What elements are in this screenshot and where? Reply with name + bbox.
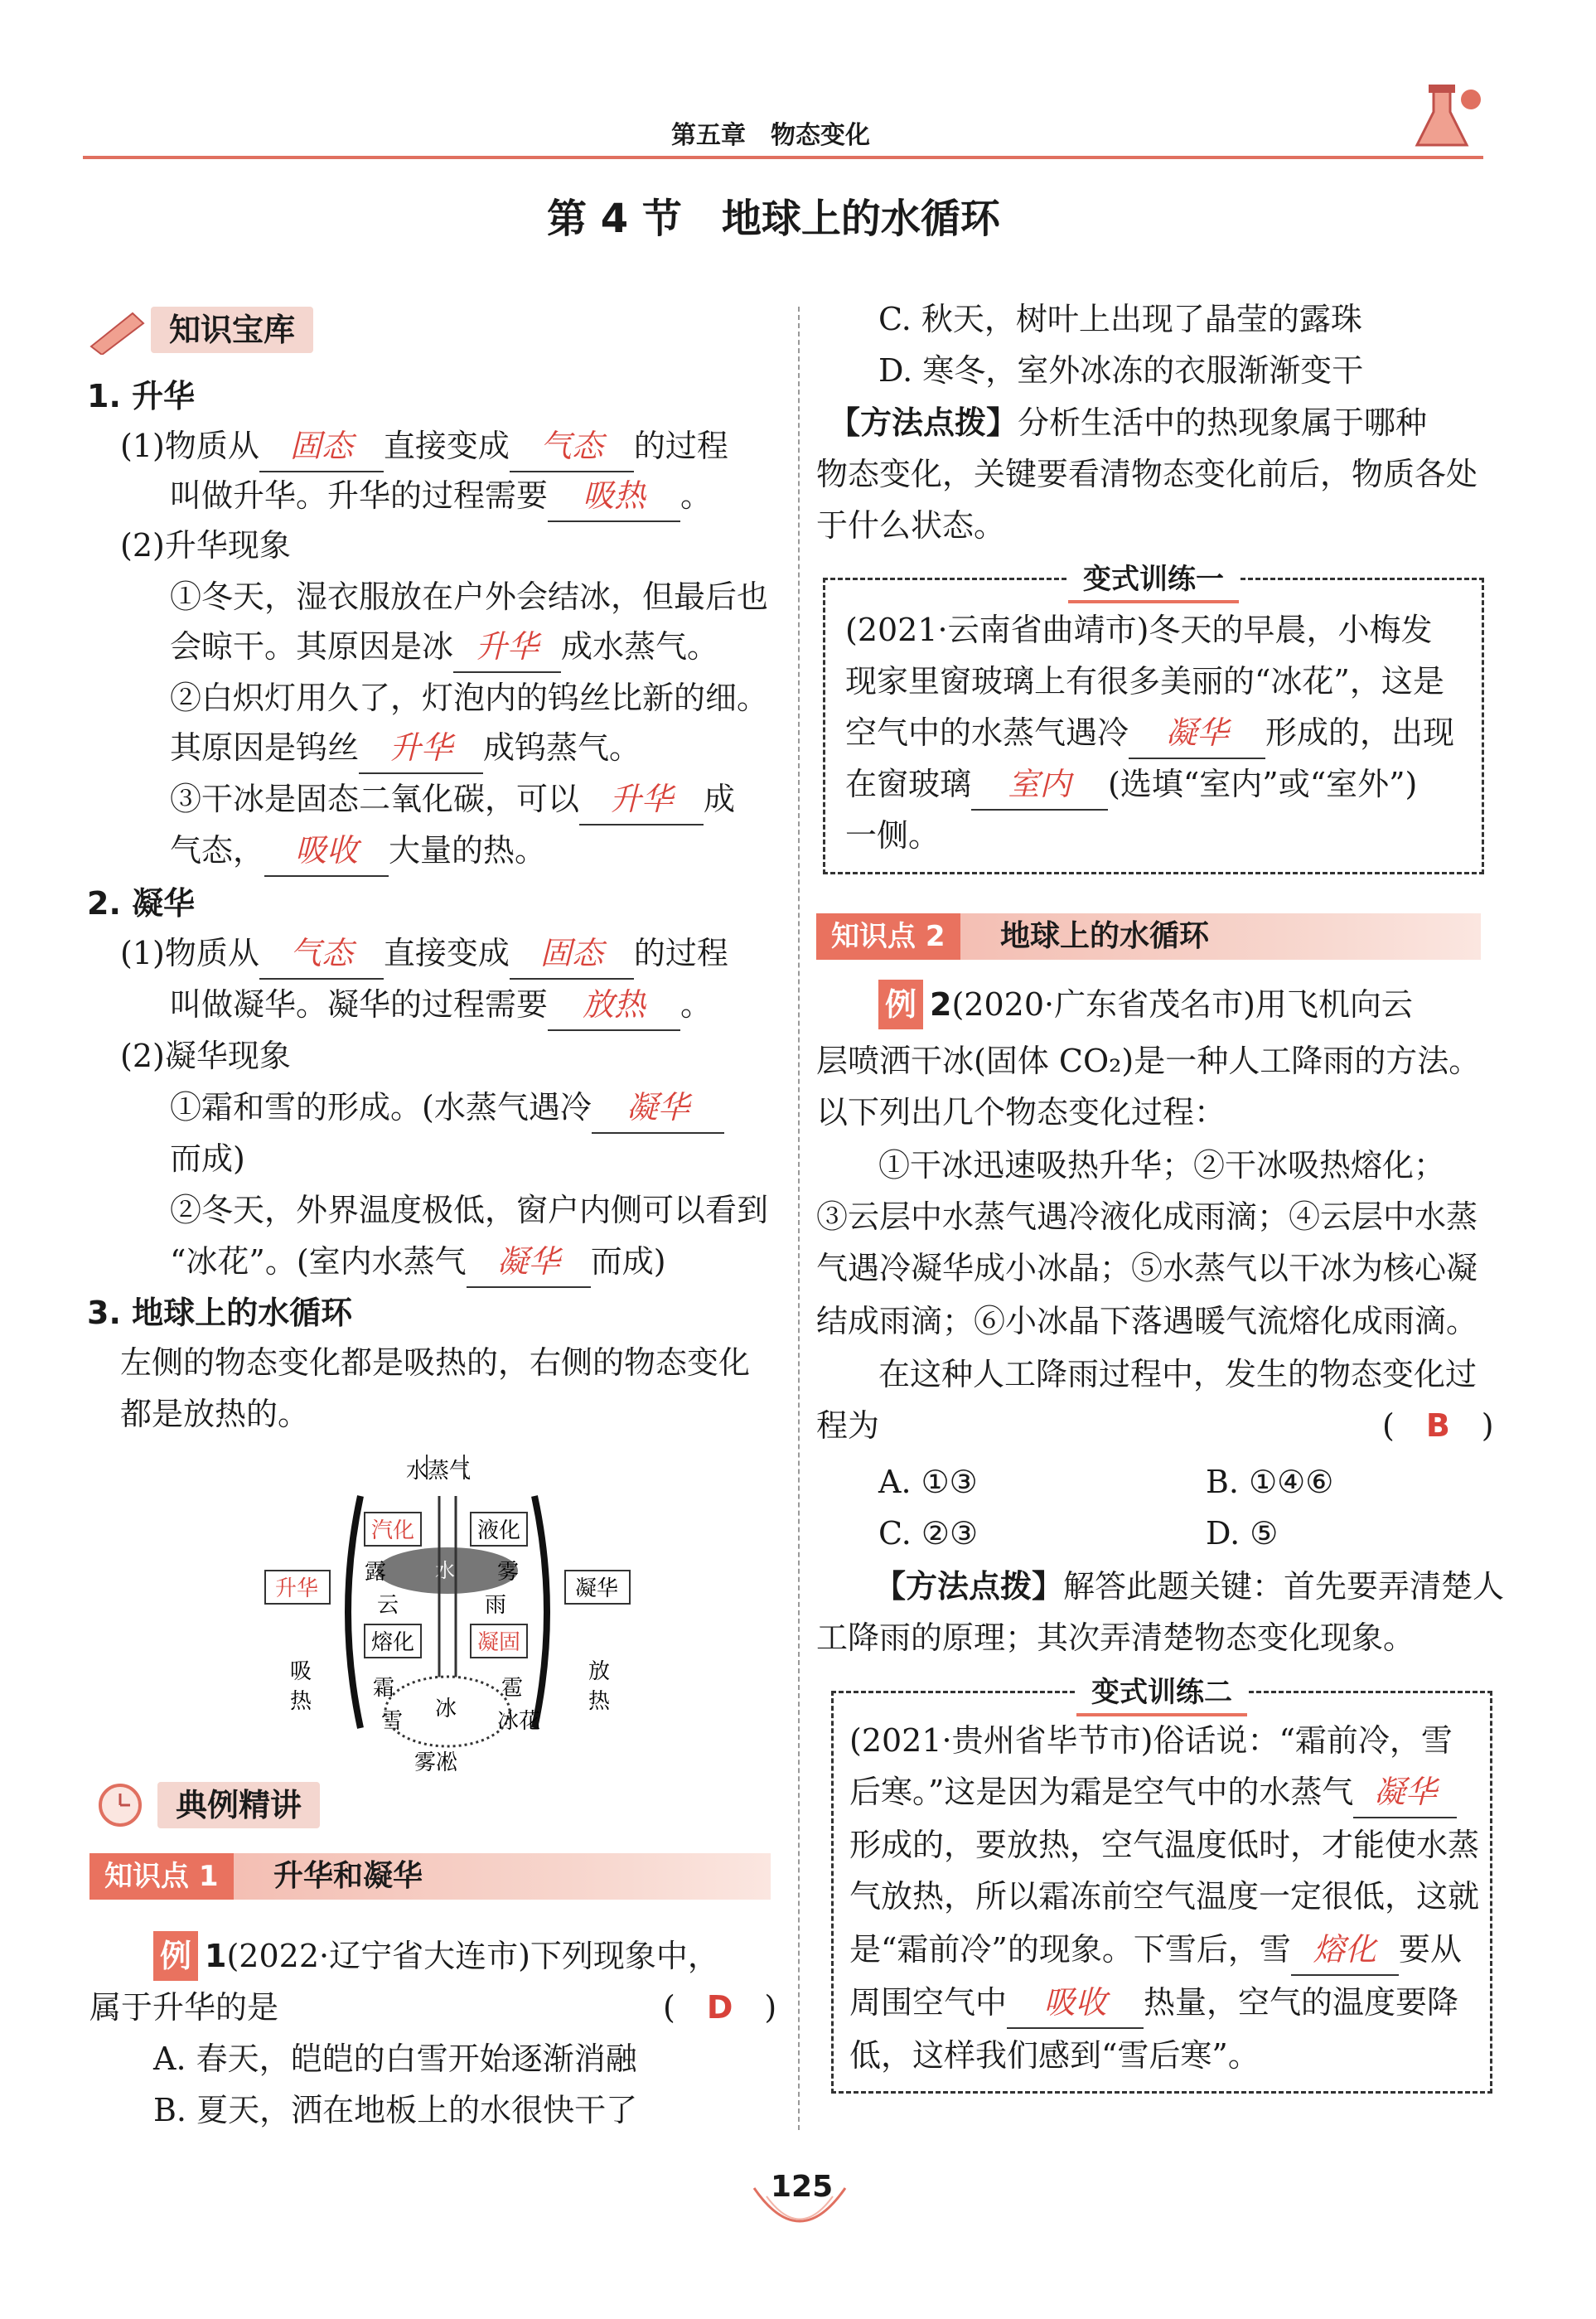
option-d: D. ⑤	[1206, 1515, 1279, 1552]
diagram-label: 水蒸气	[406, 1459, 472, 1484]
answer-blank: 升华	[453, 622, 561, 673]
alarm-clock-icon	[87, 1774, 153, 1835]
option-a: A. 春天，皑皑的白雪开始逐渐消融	[153, 2041, 637, 2077]
drill-2-line: 低，这样我们感到“雪后寒”。	[849, 2037, 1260, 2074]
example-2-line: ①干冰迅速吸热升华；②干冰吸热熔化；	[878, 1147, 1446, 1184]
option-b: B. ①④⑥	[1206, 1464, 1334, 1500]
answer-blank: 升华	[579, 774, 704, 825]
text-line: “冰花”。(室内水蒸气 凝华 而成)	[170, 1237, 666, 1288]
diagram-label: 升华	[275, 1576, 319, 1601]
answer-blank: 熔化	[1291, 1924, 1399, 1976]
diagram-label: 凝华	[575, 1576, 619, 1601]
diagram-label: 霜	[373, 1676, 395, 1701]
heading-deposition: 2. 凝华	[87, 885, 196, 922]
drill-1-line: 现家里窗玻璃上有很多美丽的“冰花”，这是	[845, 663, 1444, 700]
method-tip-1: 物态变化，关键要看清物态变化前后，物质各处	[816, 456, 1478, 492]
text-line: 都是放热的。	[120, 1396, 310, 1432]
section-knowledge: 知识宝库	[151, 307, 313, 353]
text-line: 左侧的物态变化都是吸热的，右侧的物态变化	[120, 1344, 751, 1381]
knowledge-point-title: 地球上的水循环	[1000, 919, 1210, 953]
diagram-label: 冰	[435, 1697, 457, 1721]
chapter-header: 第五章 物态变化	[671, 121, 870, 150]
diagram-label: 吸	[290, 1659, 312, 1684]
answer-paren: ( D )	[663, 1989, 777, 2026]
diagram-label: 雾凇	[414, 1750, 458, 1775]
text-line: ①冬天，湿衣服放在户外会结冰，但最后也	[170, 579, 769, 615]
example-badge: 例	[153, 1931, 198, 1981]
heading-sublimation: 1. 升华	[87, 378, 196, 414]
drill-2-line: 形成的，要放热，空气温度低时，才能使水蒸	[849, 1827, 1480, 1863]
column-divider	[798, 307, 800, 2130]
pencil-icon	[87, 305, 153, 358]
diagram-label: 云	[377, 1593, 399, 1618]
example-2-line: 层喷洒干冰(固体 CO₂)是一种人工降雨的方法。	[816, 1043, 1481, 1079]
knowledge-point-tag: 知识点 1	[89, 1853, 234, 1900]
drill-1-line: 一侧。	[845, 817, 941, 854]
section-examples: 典例精讲	[157, 1782, 320, 1828]
text-line: 气态， 吸收 大量的热。	[170, 825, 546, 877]
drill-2-line: 气放热，所以霜冻前空气温度一定很低，这就	[849, 1878, 1480, 1915]
answer-blank: 室内	[971, 759, 1108, 811]
diagram-label: 露	[365, 1560, 387, 1585]
text-line: (2)升华现象	[120, 527, 291, 564]
header-rule	[83, 156, 1483, 159]
knowledge-point-title: 升华和凝华	[273, 1859, 423, 1893]
diagram-label: 凝固	[477, 1630, 521, 1655]
text-line: ③干冰是固态二氧化碳，可以 升华 成	[170, 774, 735, 825]
answer-blank: 凝华	[467, 1237, 591, 1288]
drill-title: 变式训练二	[1076, 1672, 1247, 1716]
diagram-label: 熔化	[371, 1630, 415, 1655]
example-1-line: 例 1(2022·辽宁省大连市)下列现象中，	[153, 1931, 719, 1981]
answer-blank: 凝华	[592, 1082, 724, 1134]
drill-1-line: 空气中的水蒸气遇冷 凝华 形成的，出现	[845, 708, 1454, 759]
text-line: 叫做升华。升华的过程需要 吸热 。	[170, 471, 712, 522]
diagram-label: 热	[588, 1689, 611, 1714]
method-tip-2: 【方法点拨】解答此题关键：首先要弄清楚人	[874, 1568, 1505, 1605]
drill-title: 变式训练一	[1068, 559, 1239, 603]
drill-1-line: 在窗玻璃 室内 (选填“室内”或“室外”)	[845, 759, 1417, 811]
text-line: 其原因是钨丝 升华 成钨蒸气。	[170, 723, 641, 774]
option-d: D. 寒冬，室外冰冻的衣服渐渐变干	[878, 352, 1364, 389]
drill-1-line: (2021·云南省曲靖市)冬天的早晨，小梅发	[845, 612, 1433, 648]
answer-blank: 吸收	[1007, 1978, 1144, 2029]
text-line: (1)物质从 气态 直接变成 固态 的过程	[120, 928, 728, 980]
drill-2-line: 周围空气中 吸收 热量，空气的温度要降	[849, 1978, 1458, 2029]
answer-blank: 凝华	[1353, 1767, 1457, 1818]
knowledge-point-tag: 知识点 2	[816, 913, 960, 960]
example-2-line: 例 2(2020·广东省茂名市)用飞机向云	[878, 980, 1413, 1029]
text-line: ①霜和雪的形成。(水蒸气遇冷 凝华	[170, 1082, 724, 1134]
text-line: 而成)	[170, 1140, 245, 1177]
example-badge: 例	[878, 980, 923, 1029]
diagram-label: 水	[435, 1559, 455, 1582]
text-line: 会晾干。其原因是冰 升华 成水蒸气。	[170, 622, 718, 673]
knowledge-point-1-bar	[89, 1853, 771, 1900]
flask-icon	[1400, 66, 1492, 161]
method-tip-2: 工降雨的原理；其次弄清楚物态变化现象。	[816, 1619, 1415, 1656]
text-line: (2)凝华现象	[120, 1038, 291, 1074]
answer-paren: ( B )	[1382, 1407, 1494, 1444]
page-title: 第 4 节 地球上的水循环	[547, 196, 1000, 242]
text-line: ②冬天，外界温度极低，窗户内侧可以看到	[170, 1192, 769, 1228]
option-c: C. ②③	[878, 1515, 979, 1552]
text-line: ②白炽灯用久了，灯泡内的钨丝比新的细。	[170, 680, 769, 716]
water-cycle-diagram	[257, 1446, 646, 1778]
example-2-line: 在这种人工降雨过程中，发生的物态变化过	[878, 1356, 1478, 1392]
option-c: C. 秋天，树叶上出现了晶莹的露珠	[878, 301, 1362, 337]
diagram-label: 雪	[381, 1709, 404, 1734]
answer-blank: 放热	[548, 980, 680, 1031]
knowledge-point-2-bar	[816, 913, 1481, 960]
answer-blank: 固态	[259, 421, 384, 472]
method-tip-1: 【方法点拨】分析生活中的热现象属于哪种	[829, 404, 1428, 441]
example-2-line: 程为	[816, 1407, 880, 1444]
example-2-line: 结成雨滴；⑥小冰晶下落遇暖气流熔化成雨滴。	[816, 1303, 1478, 1339]
option-a: A. ①③	[878, 1464, 978, 1500]
example-2-line: ③云层中水蒸气遇冷液化成雨滴；④云层中水蒸	[816, 1198, 1478, 1235]
answer-blank: 气态	[510, 421, 634, 472]
answer-blank: 固态	[510, 928, 634, 980]
page-number: 125	[771, 2170, 834, 2204]
diagram-label: 冰花	[497, 1709, 541, 1734]
example-1-line: 属于升华的是	[89, 1989, 279, 2026]
drill-2-line: 是“霜前冷”的现象。下雪后，雪 熔化 要从	[849, 1924, 1462, 1976]
answer-blank: 升华	[359, 723, 483, 774]
diagram-label: 雹	[501, 1676, 524, 1701]
method-tip-1: 于什么状态。	[816, 507, 1006, 544]
diagram-label: 雨	[485, 1593, 507, 1618]
text-line: 叫做凝华。凝华的过程需要 放热 。	[170, 980, 712, 1031]
drill-2-line: (2021·贵州省毕节市)俗话说：“霜前冷，雪	[849, 1722, 1453, 1759]
answer-blank: 吸热	[548, 471, 680, 522]
diagram-label: 放	[588, 1659, 611, 1684]
drill-2-line: 后寒。”这是因为霜是空气中的水蒸气 凝华	[849, 1767, 1457, 1818]
option-b: B. 夏天，洒在地板上的水很快干了	[153, 2092, 638, 2128]
diagram-label: 汽化	[371, 1518, 415, 1543]
heading-water-cycle: 3. 地球上的水循环	[87, 1295, 353, 1331]
example-2-line: 以下列出几个物态变化过程：	[816, 1094, 1226, 1130]
text-line: (1)物质从 固态 直接变成 气态 的过程	[120, 421, 728, 472]
answer-blank: 凝华	[1129, 708, 1265, 759]
answer-blank: 吸收	[264, 825, 389, 877]
diagram-label: 雾	[497, 1560, 520, 1585]
answer-blank: 气态	[259, 928, 384, 980]
example-2-line: 气遇冷凝华成小冰晶；⑤水蒸气以干冰为核心凝	[816, 1250, 1478, 1286]
diagram-label: 液化	[477, 1518, 521, 1543]
diagram-label: 热	[290, 1689, 312, 1714]
